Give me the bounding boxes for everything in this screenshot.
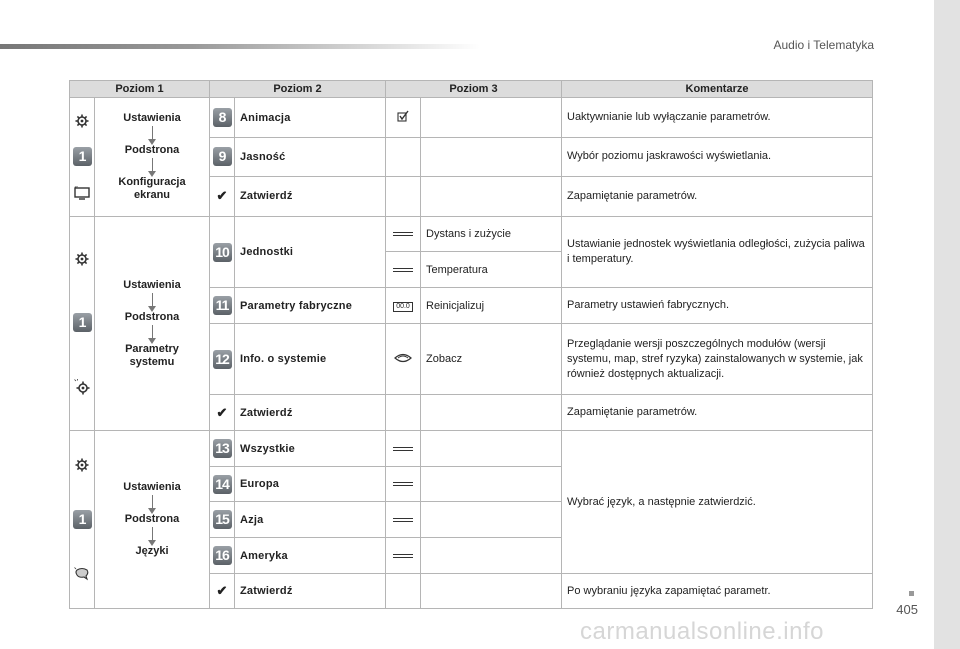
level3-label [421, 502, 562, 538]
page-number: 405 [896, 602, 918, 617]
column-header: Poziom 2 [210, 81, 386, 98]
level2-label: Zatwierdź [235, 395, 386, 431]
comment: Uaktywnianie lub wyłączanie parametrów. [562, 98, 873, 138]
comment: Zapamiętanie parametrów. [562, 176, 873, 216]
badge-cell [210, 176, 235, 216]
comment: Wybór poziomu jaskrawości wyświetlania. [562, 138, 873, 177]
level3-icon-cell [386, 252, 421, 288]
path-step: Konfiguracja ekranu [118, 176, 186, 201]
down-arrow-icon [152, 527, 153, 541]
path-step: Podstrona [124, 144, 180, 156]
gear-icon [75, 252, 89, 266]
system-gear-icon [74, 379, 90, 395]
level3-label: Zobacz [421, 324, 562, 395]
path-step: Języki [135, 545, 169, 557]
badge-cell [210, 288, 235, 324]
level3-icon-cell [386, 395, 421, 431]
header-bar [0, 44, 480, 49]
badge-cell [210, 467, 235, 502]
badge-cell [210, 138, 235, 177]
badge-cell [210, 538, 235, 574]
level1-icons [70, 98, 95, 217]
check-icon: ✔ [216, 583, 228, 598]
list-bar-icon [393, 518, 413, 522]
level-badge: 1 [73, 147, 92, 166]
level3-label [421, 431, 562, 467]
path-step: Parametry systemu [125, 342, 179, 368]
level1-path [95, 98, 210, 217]
table-row [70, 431, 873, 467]
level2-label: Ameryka [235, 538, 386, 574]
step-badge: 16 [213, 546, 232, 565]
level1-path [95, 217, 210, 431]
level3-icon-cell [386, 467, 421, 502]
page-marker [909, 591, 914, 596]
down-arrow-icon [152, 126, 153, 140]
settings-table [69, 80, 873, 609]
check-icon: ✔ [216, 404, 228, 420]
level-badge: 1 [73, 510, 92, 529]
level3-label: Temperatura [421, 252, 562, 288]
level2-label: Animacja [235, 98, 386, 138]
level3-icon-cell [386, 217, 421, 252]
level1-icons [70, 431, 95, 609]
badge-cell [210, 502, 235, 538]
comment: Wybrać język, a następnie zatwierdzić. [562, 431, 873, 574]
level3-icon-cell [386, 502, 421, 538]
level3-label [421, 176, 562, 216]
comment: Zapamiętanie parametrów. [562, 395, 873, 431]
page-header: Audio i Telematyka [773, 38, 874, 52]
down-arrow-icon [152, 495, 153, 509]
table-header-row [70, 81, 873, 98]
level3-icon-cell [386, 574, 421, 609]
path-step: Ustawienia [123, 481, 181, 493]
level3-icon-cell [386, 538, 421, 574]
screen-icon [74, 186, 90, 200]
list-bar-icon [393, 447, 413, 451]
level-badge: 1 [73, 313, 92, 332]
level2-label: Jasność [235, 138, 386, 177]
footer-watermark: carmanualsonline.info [580, 618, 824, 645]
badge-cell [210, 431, 235, 467]
comment: Po wybraniu języka zapamiętać parametr. [562, 574, 873, 609]
badge-cell [210, 324, 235, 395]
level2-label: Azja [235, 502, 386, 538]
column-header: Komentarze [562, 81, 873, 98]
level2-label: Zatwierdź [235, 574, 386, 609]
eye-icon [394, 353, 412, 363]
level3-label [421, 574, 562, 609]
step-badge: 8 [213, 108, 232, 127]
level3-label [421, 467, 562, 502]
step-badge: 15 [213, 510, 232, 529]
level3-icon-cell [386, 138, 421, 177]
level3-icon-cell [386, 98, 421, 138]
badge-cell [210, 217, 235, 288]
path-step: Podstrona [124, 513, 180, 525]
level3-icon-cell [386, 431, 421, 467]
level2-label: Jednostki [235, 217, 386, 288]
step-badge: 9 [213, 147, 232, 166]
path-step: Ustawienia [123, 112, 181, 124]
level3-icon-cell [386, 176, 421, 216]
list-bar-icon [393, 268, 413, 272]
path-step: Ustawienia [123, 278, 181, 291]
column-header: Poziom 1 [70, 81, 210, 98]
check-icon: ✔ [216, 188, 228, 204]
badge-cell [210, 98, 235, 138]
down-arrow-icon [152, 293, 153, 307]
level3-label [421, 98, 562, 138]
reset-digit-icon: 00.0 [393, 302, 413, 312]
step-badge: 12 [213, 350, 232, 369]
level1-icons [70, 217, 95, 431]
path-step: Podstrona [124, 310, 180, 323]
comment: Przeglądanie wersji poszczególnych modułów (wersji systemu, map, stref ryzyka) zainstalowanych w systemie, jak również dostępnych aktualizacji. [562, 324, 873, 395]
gear-icon [75, 114, 89, 128]
badge-cell [210, 395, 235, 431]
level2-label: Info. o systemie [235, 324, 386, 395]
level3-label [421, 395, 562, 431]
level3-label: Reinicjalizuj [421, 288, 562, 324]
level1-path [95, 431, 210, 609]
comment: Ustawianie jednostek wyświetlania odległości, zużycia paliwa i temperatury. [562, 217, 873, 288]
level3-label [421, 138, 562, 177]
step-badge: 14 [213, 475, 232, 494]
level2-label: Zatwierdź [235, 176, 386, 216]
side-strip [934, 0, 960, 649]
list-bar-icon [393, 232, 413, 236]
column-header: Poziom 3 [386, 81, 562, 98]
table-row [70, 217, 873, 252]
step-badge: 13 [213, 439, 232, 458]
level3-icon-cell [386, 324, 421, 395]
list-bar-icon [393, 554, 413, 558]
step-badge: 10 [213, 243, 232, 262]
list-bar-icon [393, 482, 413, 486]
level2-label: Wszystkie [235, 431, 386, 467]
level3-label [421, 538, 562, 574]
language-icon [74, 567, 90, 581]
checkbox-icon [397, 110, 409, 122]
comment: Parametry ustawień fabrycznych. [562, 288, 873, 324]
gear-icon [75, 458, 89, 472]
level3-icon-cell [386, 288, 421, 324]
step-badge: 11 [213, 296, 232, 315]
level3-label: Dystans i zużycie [421, 217, 562, 252]
badge-cell [210, 574, 235, 609]
down-arrow-icon [152, 158, 153, 172]
level2-label: Europa [235, 467, 386, 502]
table-row [70, 98, 873, 138]
level2-label: Parametry fabryczne [235, 288, 386, 324]
down-arrow-icon [152, 325, 153, 339]
